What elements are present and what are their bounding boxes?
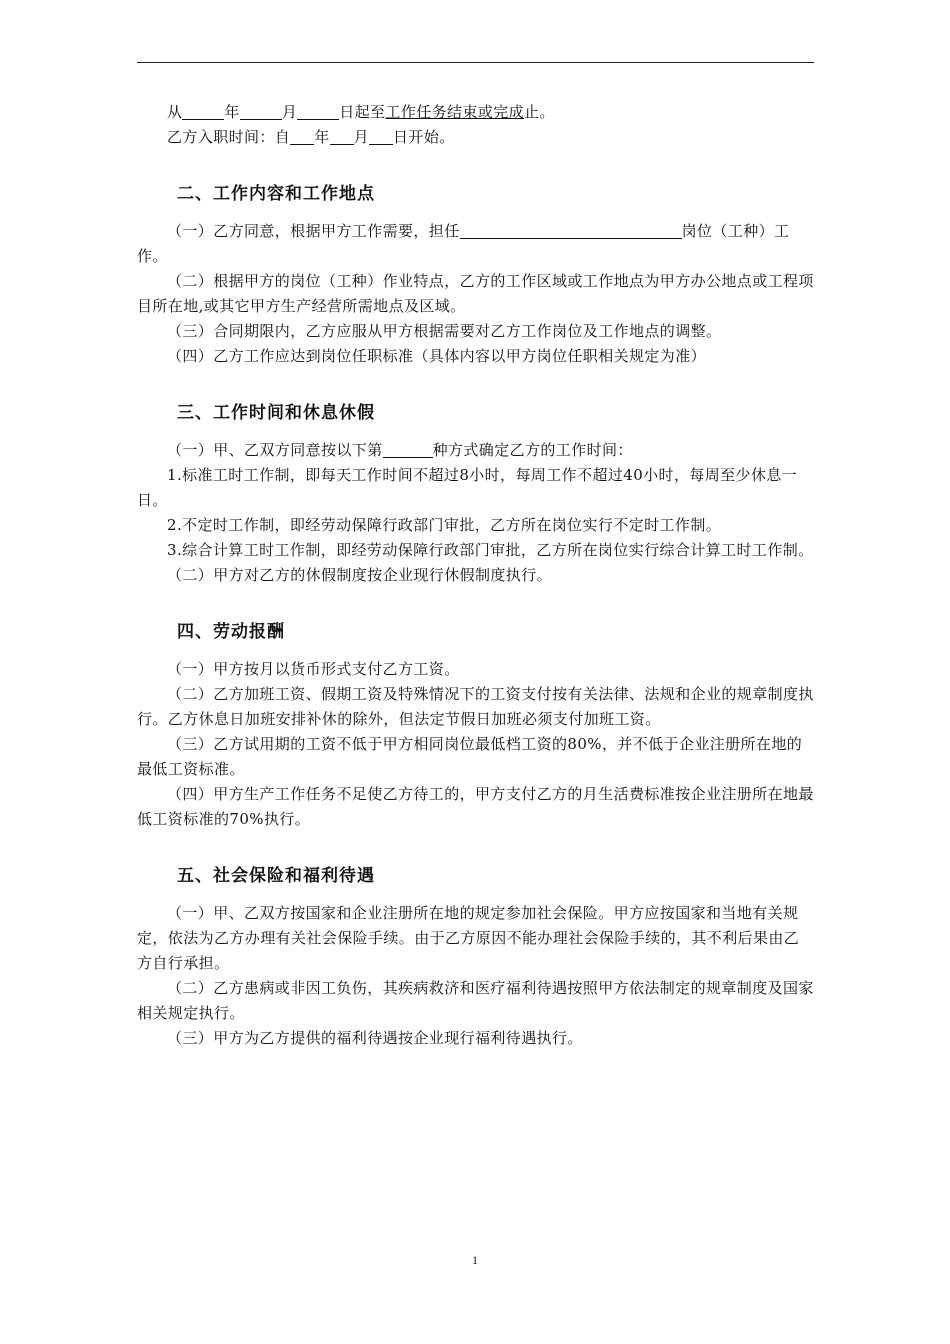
term-until: 日起至 [339, 103, 386, 121]
page-number: 1 [472, 1253, 478, 1267]
method-blank [383, 440, 433, 458]
month-blank [240, 102, 282, 120]
s4-paragraph-3: （三）乙方试用期的工资不低于甲方相同岗位最低档工资的80%，并不低于企业注册所在地的最低工资标准。 [137, 735, 803, 778]
s3-paragraph-3: 2.不定时工作制，即经劳动保障行政部门审批，乙方所在岗位实行不定时工作制。 [167, 516, 722, 534]
s3-paragraph-5: （二）甲方对乙方的休假制度按企业现行休假制度执行。 [167, 566, 553, 584]
s3-paragraph-2: 1.标准工时工作制，即每天工作时间不超过8小时，每周工作不超过40小时，每周至少休息一日。 [137, 466, 798, 509]
s3-paragraph-1 [137, 438, 814, 463]
start-month-blank [330, 127, 354, 145]
s4-paragraph-1: （一）甲方按月以货币形式支付乙方工资。 [167, 660, 460, 678]
section-heading: 四、劳动报酬 [177, 622, 285, 642]
s3-p1-text: （一）甲、乙双方同意按以下第 [167, 441, 383, 459]
header-rule [137, 62, 814, 63]
s4-paragraph-4: （四）甲方生产工作任务不足使乙方待工的，甲方支付乙方的月生活费标准按企业注册所在地最低工资标准的70%执行。 [137, 785, 814, 828]
day-blank [297, 102, 339, 120]
s2-paragraph-1 [137, 219, 814, 269]
s2-p1-tail: 岗位（工种）工作。 [137, 222, 790, 265]
term-from: 从 [167, 103, 183, 121]
s2-p1-text: （一）乙方同意，根据甲方工作需要，担任 [167, 222, 460, 240]
section-heading: 三、工作时间和休息休假 [177, 403, 375, 423]
section-heading: 五、社会保险和福利待遇 [177, 866, 375, 886]
start-day-blank [369, 127, 393, 145]
term-line [137, 100, 814, 125]
start-label: 乙方入职时间：自 [167, 128, 291, 146]
start-month: 月 [353, 128, 370, 146]
start-day: 日开始。 [393, 128, 455, 146]
document-body [137, 100, 814, 1051]
start-year: 年 [314, 128, 330, 146]
term-end-condition: 工作任务结束或完成 [385, 103, 525, 121]
s2-paragraph-3: （三）合同期限内，乙方应服从甲方根据需要对乙方工作岗位及工作地点的调整。 [167, 322, 722, 340]
position-blank [460, 221, 682, 239]
start-year-blank [290, 127, 314, 145]
start-date-line [137, 125, 814, 150]
s3-paragraph-4: 3.综合计算工时工作制，即经劳动保障行政部门审批，乙方所在岗位实行综合计算工时工作制。 [167, 541, 814, 559]
term-year: 年 [224, 103, 240, 121]
section-heading: 二、工作内容和工作地点 [177, 184, 375, 204]
s3-p1-tail: 种方式确定乙方的工作时间： [432, 441, 633, 459]
s4-paragraph-2: （二）乙方加班工资、假期工资及特殊情况下的工资支付按有关法律、法规和企业的规章制度执行。乙方休息日加班安排补休的除外，但法定节假日加班必须支付加班工资。 [137, 685, 814, 728]
s5-paragraph-3: （三）甲方为乙方提供的福利待遇按企业现行福利待遇执行。 [167, 1029, 583, 1047]
term-month: 月 [281, 103, 298, 121]
s5-paragraph-2: （二）乙方患病或非因工负伤，其疾病救济和医疗福利待遇按照甲方依法制定的规章制度及国家相关规定执行。 [137, 979, 814, 1022]
term-stop: 止。 [524, 103, 555, 121]
year-blank [182, 102, 224, 120]
s2-paragraph-2: （二）根据甲方的岗位（工种）作业特点，乙方的工作区域或工作地点为甲方办公地点或工程项目所在地,或其它甲方生产经营所需地点及区域。 [137, 272, 814, 315]
s2-paragraph-4: （四）乙方工作应达到岗位任职标准（具体内容以甲方岗位任职相关规定为准） [167, 347, 707, 365]
s5-paragraph-1: （一）甲、乙双方按国家和企业注册所在地的规定参加社会保险。甲方应按国家和当地有关规定，依法为乙方办理有关社会保险手续。由于乙方原因不能办理社会保险手续的，其不利后果由乙方自行承担。 [137, 904, 800, 972]
